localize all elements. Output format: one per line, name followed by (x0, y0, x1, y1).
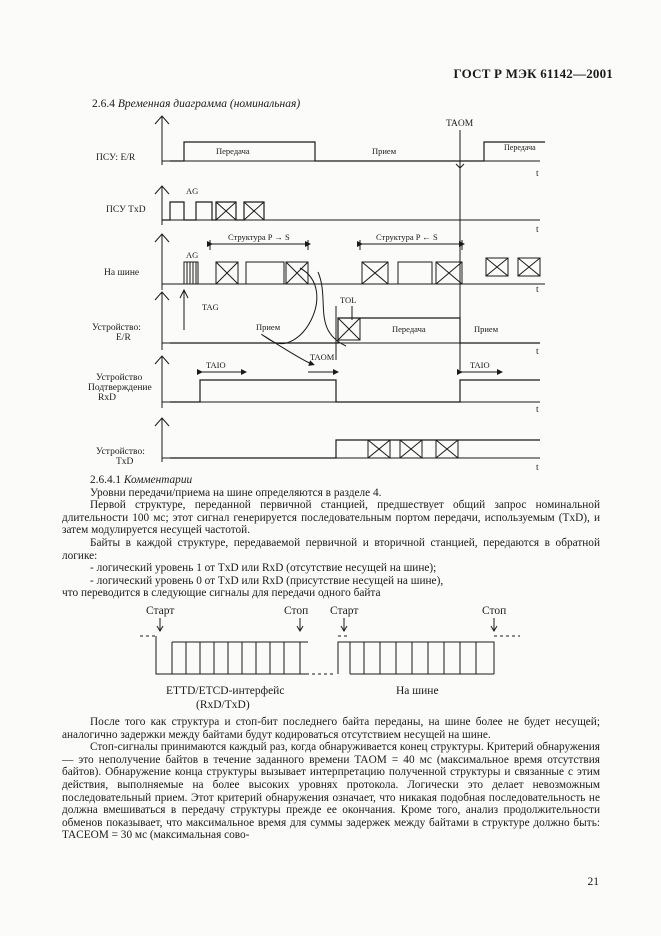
paragraph: Первой структуре, переданной первичной станцией, предшествует общий запрос номинальной длительности 100 мс; этот сигнал генерируется последовательным портом передачи, используемым (TxD), и затем модулируется несущей частотой. (62, 499, 600, 537)
axis-t-2: t (536, 225, 539, 235)
label-taom-top: TAOM (446, 119, 474, 129)
label-dev-ack-2: Подтверждение (88, 383, 152, 393)
label-bus: На шине (104, 268, 140, 278)
label-dev-er-2: E/R (116, 333, 131, 343)
label-psu-er: ПСУ: E/R (96, 153, 136, 163)
paragraph: Уровни передачи/приема на шине определяются в разделе 4. (90, 486, 382, 499)
byte-start-1: Старт (146, 605, 175, 617)
section-title: Временная диаграмма (номинальная) (117, 98, 301, 110)
byte-stop-2: Стоп (482, 605, 507, 617)
psu-txd-signal (162, 202, 264, 220)
comments-heading-title: Комментарии (123, 474, 193, 486)
byte-caption-1a: ETTD/ETCD-интерфейс (166, 685, 285, 697)
label-ag-2: AG (186, 250, 199, 260)
label-psu-txd: ПСУ TxD (106, 205, 146, 215)
comments-heading (62, 474, 600, 487)
paragraph: что переводится в следующие сигналы для передачи одного байта (62, 587, 381, 600)
comments-block (62, 474, 600, 600)
byte-stop-1: Стоп (284, 605, 309, 617)
document-header: ГОСТ Р МЭК 61142—2001 (453, 66, 613, 81)
section-number: 2.6.4 (92, 98, 115, 110)
label-dev-er-1: Устройство: (92, 323, 141, 333)
byte-caption-1b: (RxD/TxD) (196, 699, 250, 711)
label-tag: TAG (202, 302, 219, 312)
label-dev-receive: Прием (256, 322, 281, 332)
label-dev-ack-3: RxD (98, 393, 116, 403)
axis-t-1: t (536, 169, 539, 179)
list-item: - логический уровень 1 от TxD или RxD (отсутствие несущей на шине); (90, 562, 437, 575)
device-ack-signal (170, 380, 540, 402)
label-struct-sp: Структура P ← S (376, 232, 438, 242)
label-taio-1: TAIO (206, 360, 226, 370)
comments-heading-number: 2.6.4.1 (90, 474, 122, 486)
page-number: 21 (587, 876, 599, 888)
byte-start-2: Старт (330, 605, 359, 617)
label-taio-2: TAIO (470, 360, 490, 370)
axis-t-6: t (536, 463, 539, 473)
label-dev-txd-1: Устройство: (96, 447, 145, 457)
byte-diagram (0, 600, 661, 712)
paragraph: После того как структура и стоп-бит последнего байта переданы, на шине более не будет несущей; аналогично задержки между байтами будут кодироваться отсутствием несущей на шине. (62, 716, 600, 741)
label-tol: TOL (340, 295, 357, 305)
label-taom-mid: TAOM (310, 352, 335, 362)
device-txd-signal (170, 440, 540, 458)
list-item: - логический уровень 0 от TxD или RxD (присутствие несущей на шине), (90, 574, 444, 587)
paragraph: Стоп-сигналы принимаются каждый раз, когда обнаруживается конец структуры. Критерий обнаружения — это неполучение байтов в течение заданного времени TAOM = 40 мс (максимальное время отсутствия байтов). Обнаружение конца структуры вызывает интерпретацию полученной структуры и связанные с этим действия, выполняемые на более высоких уровнях протокола. Логически это делает невозможным последовательный прием. Этот критерий обнаружения означает, что никакая подобная последовательность не должна вмешиваться в передачу структуры прежде ее окончания. Кроме того, анализ продолжительности обменов показывает, что максимальное время для суммы задержек между байтами в структуре должно быть: TACEOM = 30 мс (максимальная сово- (62, 741, 600, 842)
label-dev-transmit: Передача (392, 324, 426, 334)
axis-t-4: t (536, 347, 539, 357)
byte-caption-2: На шине (396, 685, 439, 697)
axis-t-5: t (536, 405, 539, 415)
label-transmit-2: Передача (504, 143, 536, 152)
paragraph: Байты в каждой структуре, передаваемой первичной и вторичной станцией, передаются в обратной логике: (62, 536, 600, 562)
label-receive: Прием (372, 146, 397, 156)
label-ag-1: AG (186, 186, 199, 196)
body-block (62, 716, 600, 842)
label-transmit: Передача (216, 146, 250, 156)
label-dev-txd-2: TxD (116, 457, 134, 467)
label-dev-ack-1: Устройство (96, 373, 143, 383)
label-dev-receive-2: Прием (474, 324, 499, 334)
axis-t-3: t (536, 285, 539, 295)
label-struct-ps: Структура P → S (228, 232, 290, 242)
